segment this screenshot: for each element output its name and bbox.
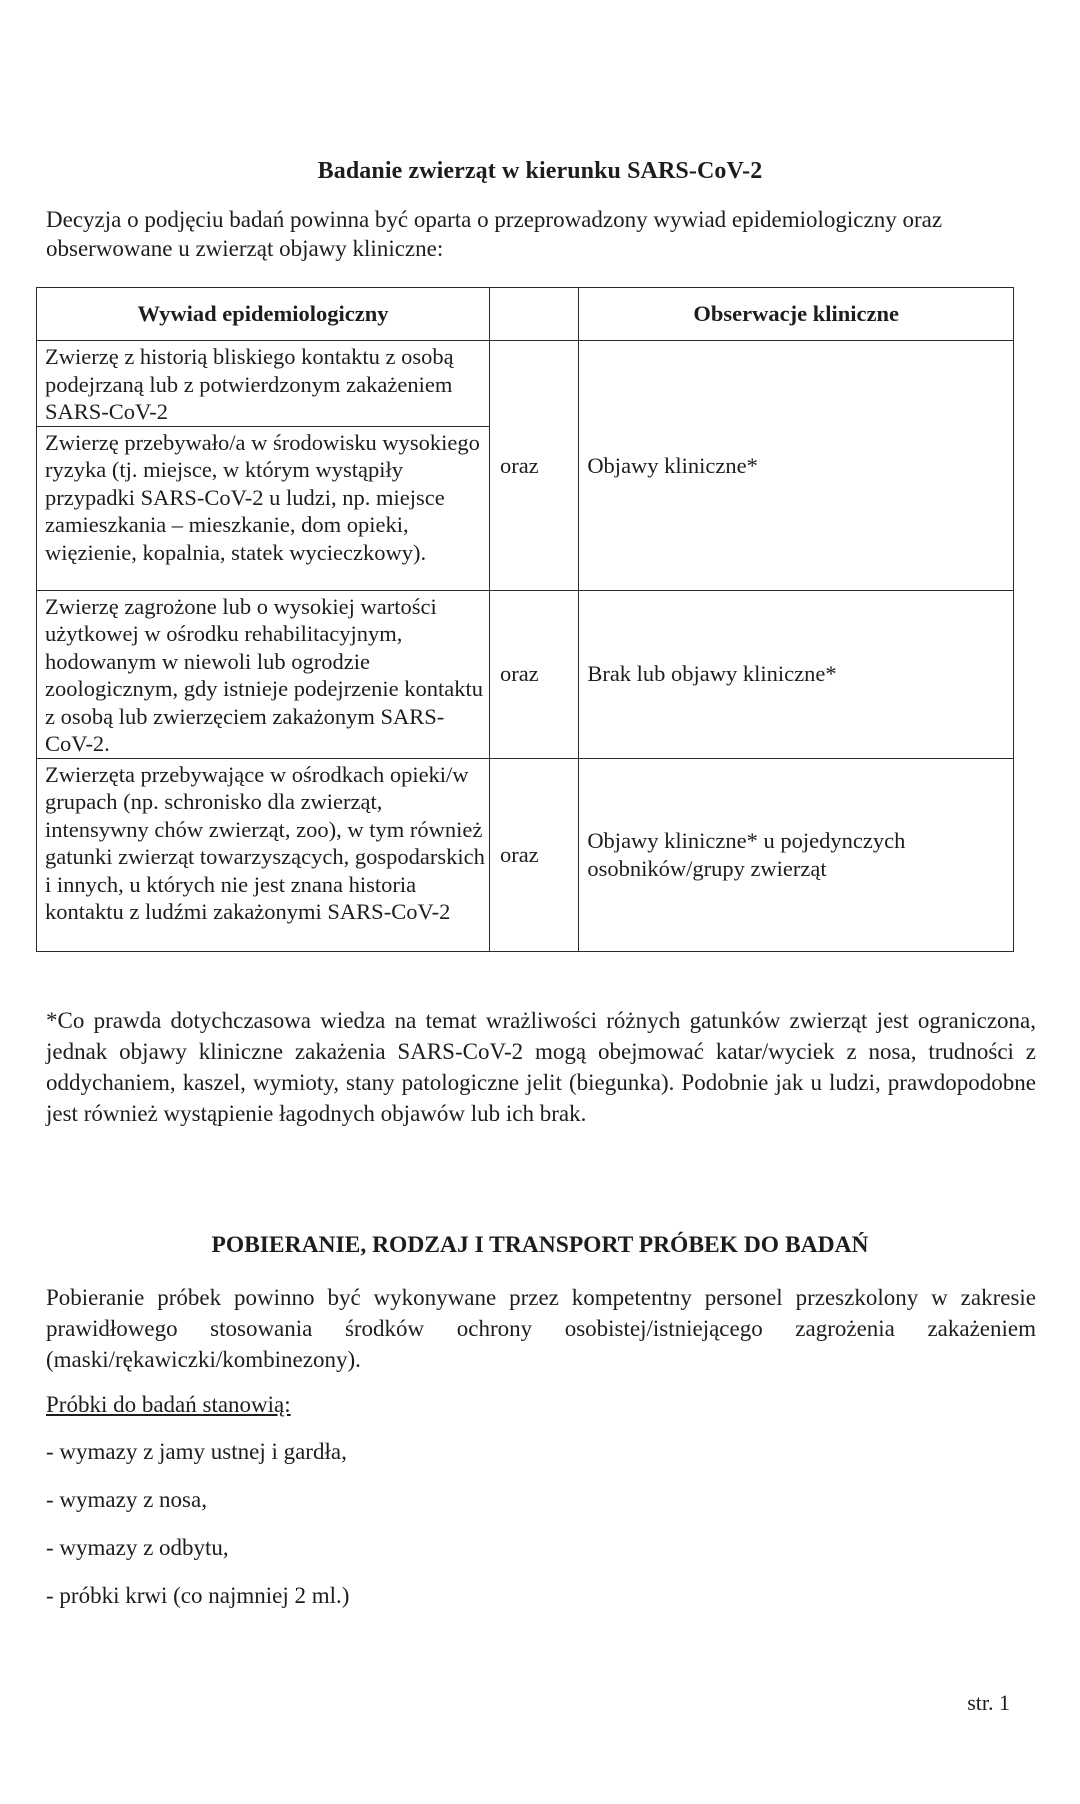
intro-paragraph: Decyzja o podjęciu badań powinna być oparta o przeprowadzony wywiad epidemiologiczny oraz obserwowane u zwierząt objawy kliniczne: (46, 207, 943, 261)
obserwacje-cell: Objawy kliniczne* (579, 341, 1014, 591)
header-obserwacje: Obserwacje kliniczne (579, 288, 1014, 341)
wywiad-cell: Zwierzęta przebywające w ośrodkach opieki/w grupach (np. schronisko dla zwierząt, intensywny chów zwierząt, zoo), w tym również gatunki zwierząt towarzyszących, gospodarskich i innych, u których nie jest znana historia kontaktu z ludźmi zakażonymi SARS-CoV-2 (37, 758, 490, 951)
conj-cell: oraz (489, 341, 578, 591)
wywiad-cell-1b: Zwierzę przebywało/a w środowisku wysokiego ryzyka (tj. miejsce, w którym wystąpiły przypadki SARS-CoV-2 u ludzi, np. miejsce zamieszkania – mieszkanie, dom opieki, więzienie, kopalnia, statek wycieczkowy). (37, 426, 490, 590)
conj-cell: oraz (489, 758, 578, 951)
footnote: *Co prawda dotychczasowa wiedza na temat wrażliwości różnych gatunków zwierząt jest ograniczona, jednak objawy kliniczne zakażenia SARS-CoV-2 mogą obejmować katar/wyciek z nosa, trudności z oddychaniem, kaszel, wymioty, stany patologiczne jelit (biegunka). Podobnie jak u ludzi, prawdopodobne jest również wystąpienie łagodnych objawów lub ich brak. (46, 1008, 1036, 1126)
table-row (37, 341, 1014, 427)
list-item: - próbki krwi (co najmniej 2 ml.) (46, 1583, 350, 1608)
list-item: - wymazy z odbytu, (46, 1535, 229, 1560)
obserwacje-cell: Objawy kliniczne* u pojedynczych osobników/grupy zwierząt (579, 758, 1014, 951)
section-paragraph: Pobieranie próbek powinno być wykonywane przez kompetentny personel przeszkolony w zakresie prawidłowego stosowania środków ochrony osobistej/istniejącego zagrożenia zakażeniem (maski/rękawiczki/kombinezony). (46, 1285, 1036, 1372)
page-number: str. 1 (967, 1690, 1010, 1715)
wywiad-cell-1a: Zwierzę z historią bliskiego kontaktu z osobą podejrzaną lub z potwierdzonym zakażeniem SARS-CoV-2 (37, 341, 490, 427)
section-heading: POBIERANIE, RODZAJ I TRANSPORT PRÓBEK DO BADAŃ (211, 1232, 869, 1258)
header-middle (489, 288, 578, 341)
samples-list (46, 1437, 349, 1629)
header-wywiad: Wywiad epidemiologiczny (37, 288, 490, 341)
conj-cell: oraz (489, 590, 578, 758)
document-title: Badanie zwierząt w kierunku SARS-CoV-2 (317, 158, 763, 184)
table-row (37, 758, 1014, 951)
list-item: - wymazy z nosa, (46, 1487, 207, 1512)
table-row (37, 590, 1014, 758)
wywiad-cell: Zwierzę zagrożone lub o wysokiej wartości użytkowej w ośrodku rehabilitacyjnym, hodowanym w niewoli lub ogrodzie zoologicznym, gdy istnieje podejrzenie kontaktu z osobą lub zwierzęciem zakażonym SARS-CoV-2. (37, 590, 490, 758)
table-header-row (37, 288, 1014, 341)
samples-heading: Próbki do badań stanowią: (46, 1392, 291, 1417)
criteria-table (36, 287, 1014, 952)
obserwacje-cell: Brak lub objawy kliniczne* (579, 590, 1014, 758)
list-item: - wymazy z jamy ustnej i gardła, (46, 1439, 347, 1464)
